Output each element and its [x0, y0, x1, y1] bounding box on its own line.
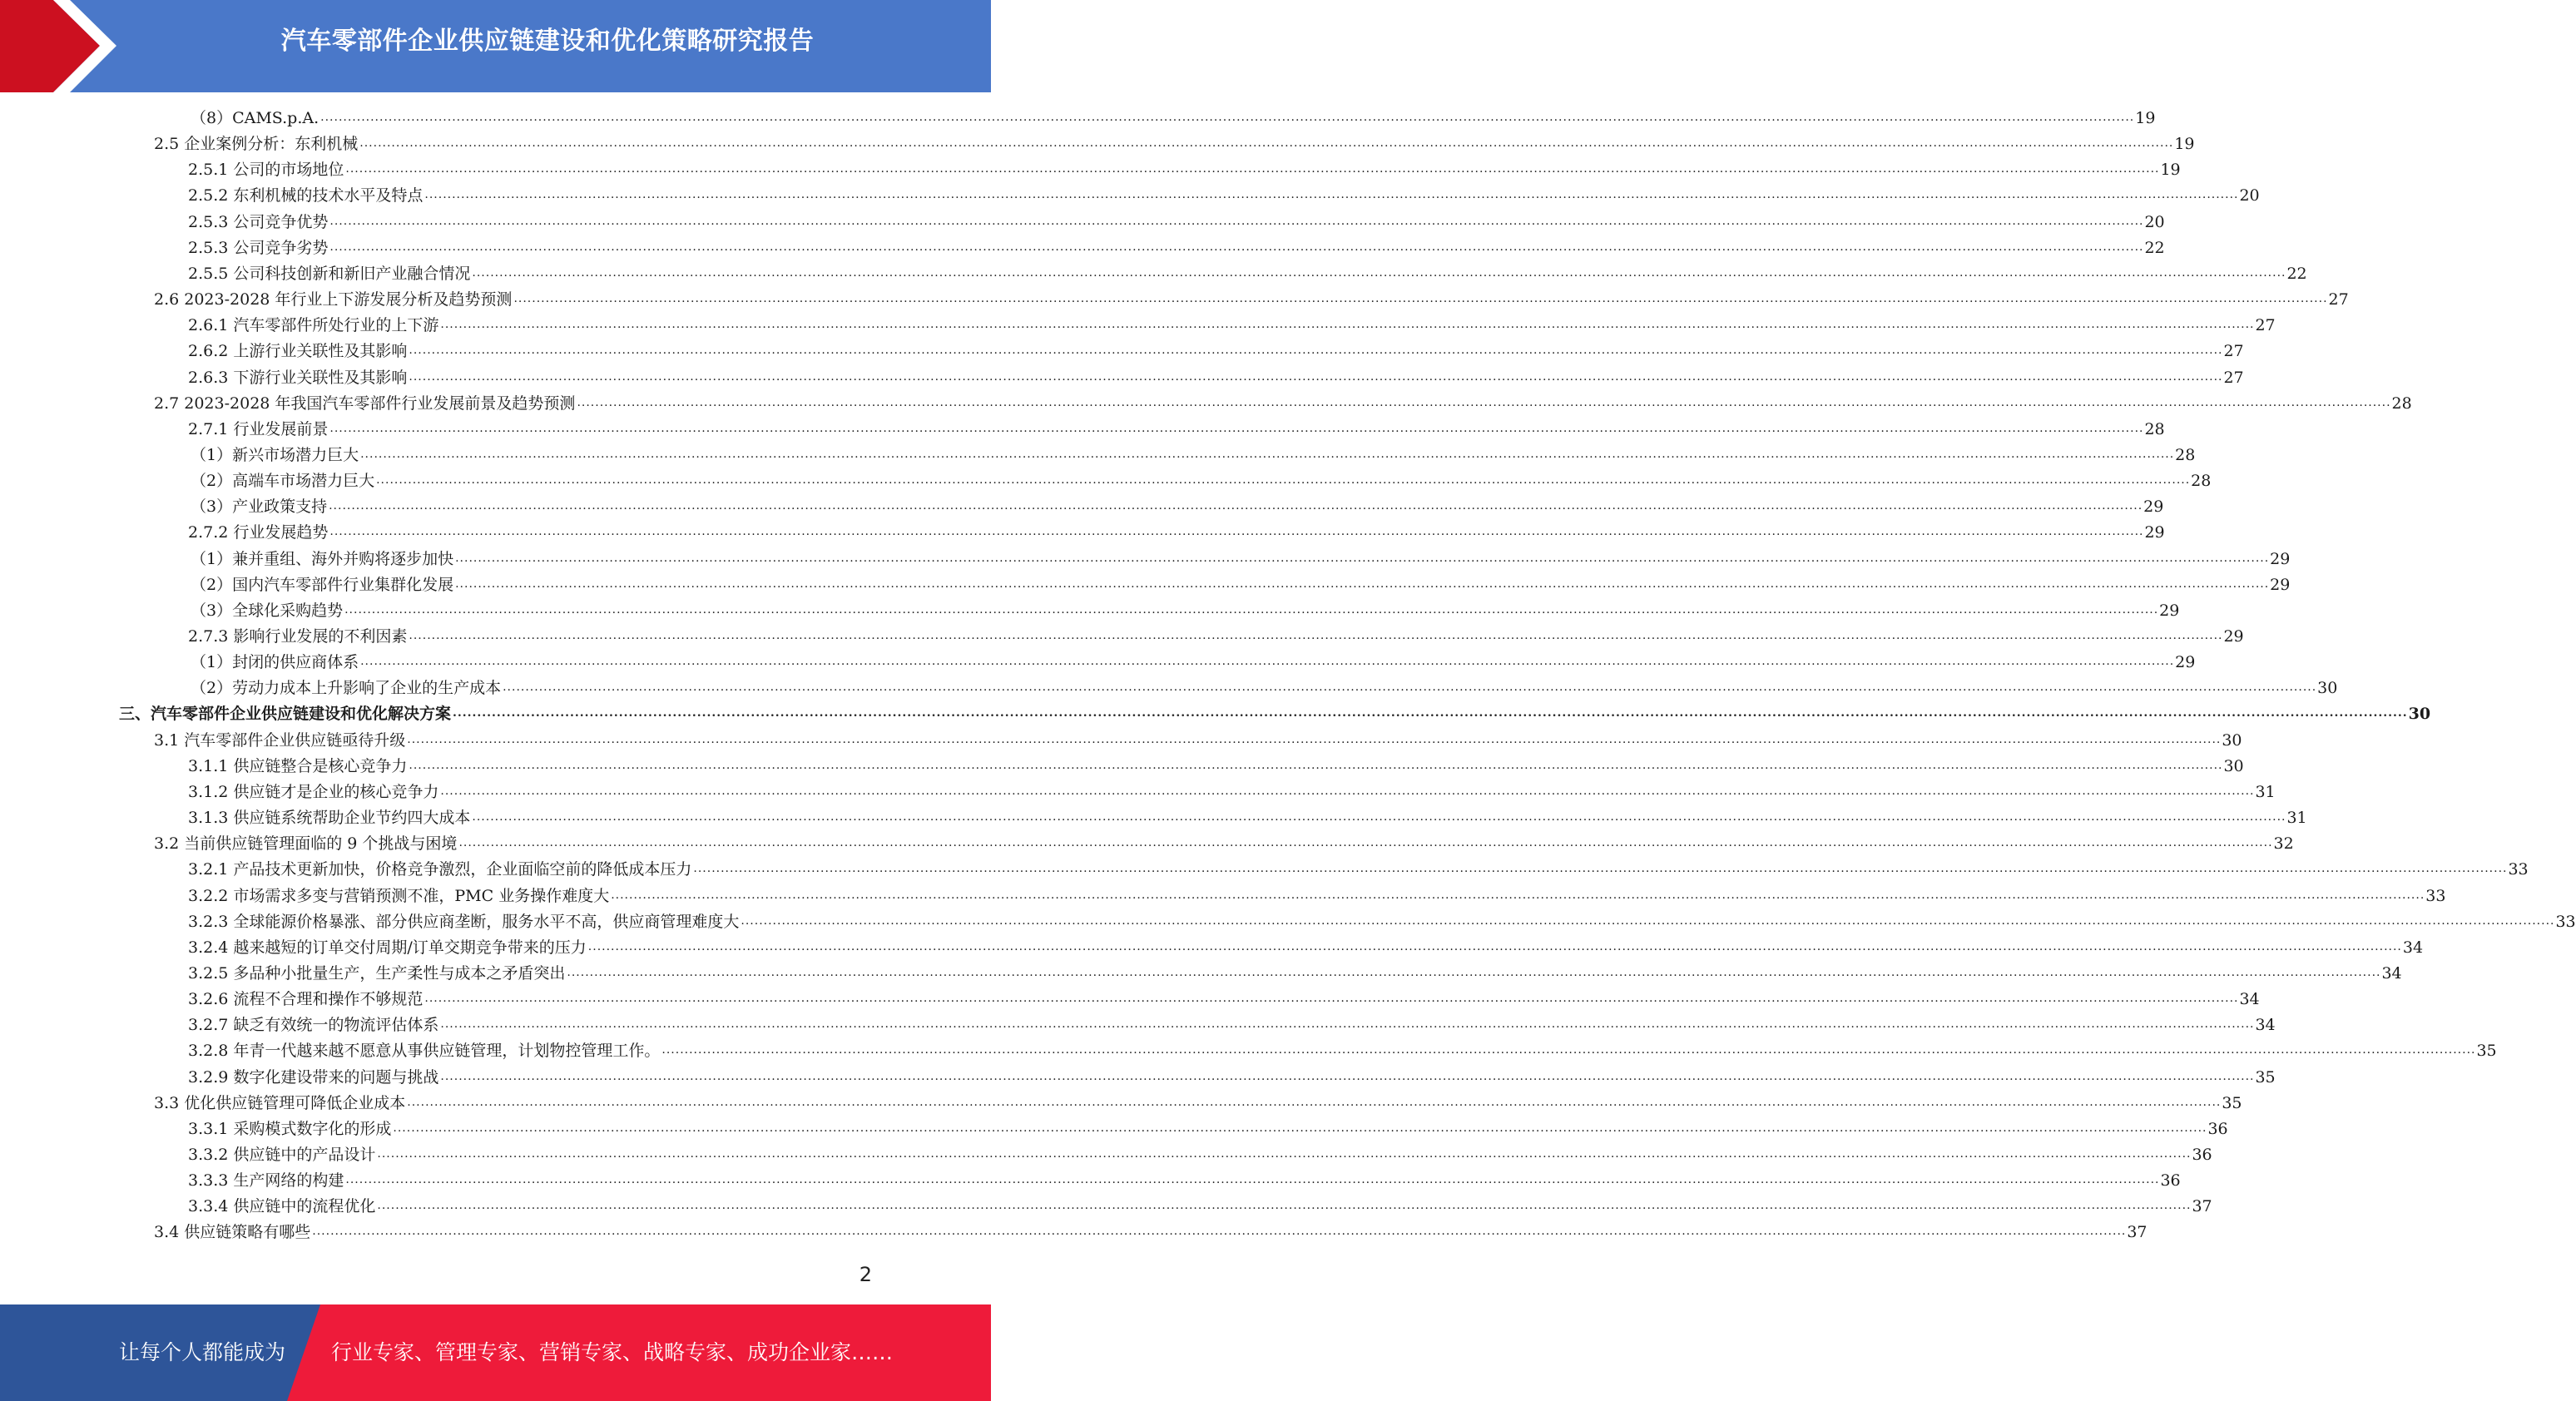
- toc-entry-page: 37: [2192, 1197, 2212, 1216]
- toc-entry[interactable]: [188, 417, 2165, 443]
- toc-leader-dots: ................................................................................................................................................................................................................................................................................................................................................................................................................: [377, 1199, 2192, 1213]
- toc-entry-page: 34: [2381, 963, 2402, 983]
- toc-entry[interactable]: [188, 157, 2181, 183]
- toc-entry-page: 20: [2239, 186, 2260, 205]
- toc-entry-page: 27: [2328, 290, 2349, 309]
- toc-entry-title: 3.1.1 供应链整合是核心竞争力: [188, 756, 408, 775]
- toc-entry[interactable]: [154, 391, 2412, 417]
- toc-leader-dots: ................................................................................................................................................................................................................................................................................................................................................................................................................: [329, 421, 2144, 435]
- toc-entry[interactable]: [191, 676, 2338, 701]
- toc-entry-title: 3.2 当前供应链管理面临的 9 个挑战与困境: [154, 834, 458, 854]
- toc-leader-dots: ................................................................................................................................................................................................................................................................................................................................................................................................................: [360, 447, 2175, 461]
- toc-entry[interactable]: [188, 1038, 2497, 1064]
- toc-entry-page: 22: [2144, 238, 2165, 257]
- toc-entry-page: 27: [2223, 342, 2244, 361]
- toc-leader-dots: ................................................................................................................................................................................................................................................................................................................................................................................................................: [407, 732, 2222, 746]
- toc-entry-page: 29: [2223, 627, 2244, 646]
- toc-entry-page: 30: [2317, 679, 2338, 698]
- toc-entry-title: 3.3.3 生产网络的构建: [188, 1171, 344, 1191]
- toc-entry[interactable]: [188, 780, 2276, 805]
- toc-entry[interactable]: [154, 728, 2242, 754]
- toc-leader-dots: ................................................................................................................................................................................................................................................................................................................................................................................................................: [329, 525, 2144, 539]
- toc-entry-title: 3.2.2 市场需求多变与营销预测不准，PMC 业务操作难度大: [188, 886, 610, 905]
- toc-entry[interactable]: [188, 624, 2244, 650]
- toc-entry-title: 3.2.3 全球能源价格暴涨、部分供应商垄断，服务水平不高，供应商管理难度大: [188, 912, 740, 931]
- toc-leader-dots: ................................................................................................................................................................................................................................................................................................................................................................................................................: [440, 1017, 2255, 1032]
- toc-entry[interactable]: [188, 365, 2244, 391]
- toc-entry[interactable]: [188, 339, 2244, 364]
- toc-leader-dots: ................................................................................................................................................................................................................................................................................................................................................................................................................: [440, 1069, 2255, 1083]
- toc-entry-title: 3.2.5 多品种小批量生产，生产柔性与成本之矛盾突出: [188, 963, 566, 983]
- toc-leader-dots: ................................................................................................................................................................................................................................................................................................................................................................................................................: [393, 1121, 2207, 1135]
- toc-entry-page: 34: [2255, 1016, 2276, 1035]
- toc-entry-title: （2）劳动力成本上升影响了企业的生产成本: [191, 679, 502, 698]
- toc-entry-title: （3）产业政策支持: [191, 498, 328, 517]
- toc-entry[interactable]: [191, 572, 2291, 598]
- toc-entry-title: 2.7.1 行业发展前景: [188, 419, 329, 438]
- toc-leader-dots: ................................................................................................................................................................................................................................................................................................................................................................................................................: [329, 499, 2143, 513]
- toc-entry-page: 33: [2555, 912, 2576, 931]
- toc-leader-dots: ................................................................................................................................................................................................................................................................................................................................................................................................................: [472, 265, 2286, 280]
- toc-entry-page: 35: [2222, 1093, 2242, 1112]
- toc-entry-page: 27: [2255, 316, 2276, 335]
- toc-leader-dots: ................................................................................................................................................................................................................................................................................................................................................................................................................: [409, 344, 2223, 358]
- toc-entry-title: 2.7.3 影响行业发展的不利因素: [188, 627, 408, 646]
- toc-entry-title: 3.1 汽车零部件企业供应链亟待升级: [154, 730, 406, 750]
- toc-entry-page: 35: [2476, 1042, 2497, 1061]
- toc-entry[interactable]: [188, 961, 2402, 987]
- toc-entry-title: 2.5.2 东利机械的技术水平及特点: [188, 186, 424, 205]
- toc-entry[interactable]: [191, 106, 2156, 131]
- toc-entry[interactable]: [188, 235, 2165, 261]
- toc-entry-page: 30: [2223, 756, 2244, 775]
- page-number: 2: [859, 1263, 872, 1286]
- toc-entry-title: 3.4 供应链策略有哪些: [154, 1223, 311, 1242]
- toc-leader-dots: ................................................................................................................................................................................................................................................................................................................................................................................................................: [359, 136, 2174, 151]
- toc-entry-page: 29: [2175, 653, 2196, 672]
- toc-leader-dots: ................................................................................................................................................................................................................................................................................................................................................................................................................: [424, 188, 2239, 202]
- toc-entry-page: 33: [2508, 860, 2529, 879]
- toc-entry[interactable]: [188, 754, 2244, 780]
- toc-entry-title: 三、汽车零部件企业供应链建设和优化解决方案: [119, 705, 452, 724]
- toc-leader-dots: ................................................................................................................................................................................................................................................................................................................................................................................................................: [455, 577, 2270, 591]
- toc-entry[interactable]: [188, 987, 2260, 1012]
- toc-entry-title: （8）CAMS.p.A.: [191, 109, 320, 127]
- toc-leader-dots: ................................................................................................................................................................................................................................................................................................................................................................................................................: [360, 655, 2175, 669]
- toc-entry[interactable]: [188, 1116, 2228, 1142]
- toc-entry[interactable]: [154, 131, 2195, 157]
- toc-entry-page: 36: [2160, 1171, 2181, 1191]
- toc-entry-page: 34: [2402, 938, 2424, 957]
- toc-entry-title: 3.2.9 数字化建设带来的问题与挑战: [188, 1067, 439, 1087]
- toc-leader-dots: ................................................................................................................................................................................................................................................................................................................................................................................................................: [503, 681, 2317, 695]
- toc-entry-title: 2.5.5 公司科技创新和新旧产业融合情况: [188, 264, 471, 283]
- page-footer: [0, 1304, 991, 1401]
- toc-leader-dots: ................................................................................................................................................................................................................................................................................................................................................................................................................: [611, 888, 2425, 902]
- toc-leader-dots: ................................................................................................................................................................................................................................................................................................................................................................................................................: [424, 992, 2239, 1006]
- toc-leader-dots: ................................................................................................................................................................................................................................................................................................................................................................................................................: [376, 473, 2191, 488]
- toc-entry-page: 19: [2174, 135, 2195, 154]
- toc-entry-title: 3.1.2 供应链才是企业的核心竞争力: [188, 782, 439, 801]
- toc-entry-title: 3.2.8 年青一代越来越不愿意从事供应链管理，计划物控管理工作。: [188, 1042, 661, 1061]
- toc-entry-title: （1）封闭的供应商体系: [191, 653, 359, 672]
- toc-entry-title: 2.5 企业案例分析：东利机械: [154, 135, 359, 154]
- toc-leader-dots: ................................................................................................................................................................................................................................................................................................................................................................................................................: [345, 1173, 2160, 1187]
- toc-entry-title: 3.1.3 供应链系统帮助企业节约四大成本: [188, 809, 471, 828]
- toc-leader-dots: ................................................................................................................................................................................................................................................................................................................................................................................................................: [377, 1147, 2192, 1161]
- header-arrow-decoration: [0, 0, 125, 92]
- toc-leader-dots: ................................................................................................................................................................................................................................................................................................................................................................................................................: [587, 939, 2402, 953]
- toc-entry-page: 32: [2273, 834, 2294, 854]
- toc-entry[interactable]: [191, 598, 2180, 624]
- toc-entry[interactable]: [188, 1142, 2212, 1168]
- toc-entry-page: 19: [2135, 109, 2156, 127]
- toc-entry-page: 19: [2160, 161, 2181, 180]
- toc-leader-dots: ................................................................................................................................................................................................................................................................................................................................................................................................................: [345, 162, 2160, 176]
- toc-entry-title: 3.2.1 产品技术更新加快，价格竞争激烈，企业面临空前的降低成本压力: [188, 860, 692, 879]
- toc-entry-title: 2.5.3 公司竞争优势: [188, 212, 329, 231]
- toc-entry-page: 29: [2143, 498, 2164, 517]
- toc-entry[interactable]: [188, 210, 2165, 235]
- toc-entry-page: 28: [2175, 445, 2196, 464]
- toc-leader-dots: ................................................................................................................................................................................................................................................................................................................................................................................................................: [440, 784, 2255, 798]
- toc-entry[interactable]: [154, 1091, 2242, 1116]
- toc-entry-page: 28: [2144, 419, 2165, 438]
- toc-entry-title: 2.6.3 下游行业关联性及其影响: [188, 368, 408, 387]
- toc-entry-title: （2）国内汽车零部件行业集群化发展: [191, 575, 454, 594]
- toc-leader-dots: ................................................................................................................................................................................................................................................................................................................................................................................................................: [409, 758, 2223, 772]
- toc-entry-page: 20: [2144, 212, 2165, 231]
- toc-entry[interactable]: [191, 443, 2196, 468]
- toc-entry[interactable]: [188, 183, 2260, 209]
- toc-entry-title: 3.3.1 采购模式数字化的形成: [188, 1119, 392, 1138]
- toc-entry[interactable]: [188, 857, 2529, 883]
- toc-entry-page: 36: [2207, 1119, 2228, 1138]
- toc-entry-title: （2）高端车市场潜力巨大: [191, 472, 375, 491]
- toc-entry[interactable]: [188, 1168, 2181, 1194]
- toc-entry[interactable]: [191, 494, 2164, 520]
- toc-leader-dots: ................................................................................................................................................................................................................................................................................................................................................................................................................: [577, 395, 2391, 409]
- toc-leader-dots: ................................................................................................................................................................................................................................................................................................................................................................................................................: [513, 292, 2328, 306]
- toc-entry[interactable]: [188, 1065, 2276, 1091]
- toc-entry[interactable]: [119, 701, 2431, 727]
- toc-entry[interactable]: [188, 520, 2165, 546]
- toc-leader-dots: ................................................................................................................................................................................................................................................................................................................................................................................................................: [344, 602, 2159, 616]
- toc-entry-title: 3.3.2 供应链中的产品设计: [188, 1146, 376, 1164]
- toc-entry[interactable]: [154, 831, 2294, 857]
- toc-leader-dots: ................................................................................................................................................................................................................................................................................................................................................................................................................: [407, 1095, 2222, 1109]
- toc-entry-page: 29: [2270, 575, 2291, 594]
- toc-entry-title: 2.7.2 行业发展趋势: [188, 523, 329, 542]
- toc-leader-dots: ................................................................................................................................................................................................................................................................................................................................................................................................................: [741, 913, 2555, 928]
- toc-entry[interactable]: [188, 909, 2576, 935]
- toc-entry-page: 30: [2222, 730, 2242, 750]
- toc-entry-title: 3.2.4 越来越短的订单交付周期/订单交期竞争带来的压力: [188, 938, 587, 957]
- toc-entry-page: 34: [2239, 990, 2260, 1009]
- toc-entry-page: 29: [2159, 601, 2180, 620]
- toc-entry-page: 22: [2286, 264, 2307, 283]
- toc-entry[interactable]: [154, 287, 2349, 313]
- toc-entry-title: 2.5.3 公司竞争劣势: [188, 238, 329, 257]
- toc-entry-page: 28: [2191, 472, 2212, 491]
- toc-entry-page: 29: [2144, 523, 2165, 542]
- document-title: 汽车零部件企业供应链建设和优化策略研究报告: [280, 27, 815, 56]
- toc-entry[interactable]: [188, 884, 2446, 909]
- toc-entry-title: 2.6.1 汽车零部件所处行业的上下游: [188, 316, 439, 335]
- toc-leader-dots: ................................................................................................................................................................................................................................................................................................................................................................................................................: [440, 318, 2255, 332]
- toc-entry[interactable]: [188, 261, 2307, 287]
- toc-leader-dots: ................................................................................................................................................................................................................................................................................................................................................................................................................: [472, 810, 2286, 824]
- toc-entry[interactable]: [191, 468, 2212, 494]
- toc-entry-page: 36: [2192, 1146, 2212, 1164]
- toc-entry-title: 3.2.7 缺乏有效统一的物流评估体系: [188, 1016, 439, 1035]
- toc-entry-page: 27: [2223, 368, 2244, 387]
- footer-slogan-left: 让每个人都能成为: [119, 1340, 286, 1364]
- toc-leader-dots: ................................................................................................................................................................................................................................................................................................................................................................................................................: [661, 1043, 2476, 1057]
- toc-entry-page: 31: [2255, 782, 2276, 801]
- toc-leader-dots: ................................................................................................................................................................................................................................................................................................................................................................................................................: [329, 214, 2144, 228]
- toc-entry-title: 2.7 2023-2028 年我国汽车零部件行业发展前景及趋势预测: [154, 394, 576, 413]
- toc-entry-title: 3.3.4 供应链中的流程优化: [188, 1197, 376, 1216]
- toc-entry[interactable]: [188, 313, 2276, 339]
- toc-entry-page: 31: [2286, 809, 2307, 828]
- toc-entry-title: 2.6 2023-2028 年行业上下游发展分析及趋势预测: [154, 290, 513, 309]
- page-header: [0, 0, 991, 92]
- toc-entry-title: （1）新兴市场潜力巨大: [191, 445, 359, 464]
- toc-entry-page: 37: [2127, 1223, 2147, 1242]
- toc-entry[interactable]: [154, 1220, 2147, 1245]
- toc-entry[interactable]: [188, 1194, 2212, 1220]
- toc-entry-title: 2.6.2 上游行业关联性及其影响: [188, 342, 408, 361]
- toc-entry-title: （1）兼并重组、海外并购将逐步加快: [191, 549, 454, 568]
- toc-entry-page: 35: [2255, 1067, 2276, 1087]
- toc-entry[interactable]: [191, 650, 2196, 676]
- toc-entry[interactable]: [191, 547, 2291, 572]
- footer-slogan-right: 行业专家、管理专家、营销专家、战略专家、成功企业家……: [331, 1340, 894, 1364]
- toc-leader-dots: ................................................................................................................................................................................................................................................................................................................................................................................................................: [409, 629, 2223, 642]
- toc-entry-page: 29: [2270, 549, 2291, 568]
- toc-entry-title: 2.5.1 公司的市场地位: [188, 161, 344, 180]
- toc-entry-page: 30: [2408, 705, 2431, 724]
- toc-entry[interactable]: [188, 805, 2307, 831]
- toc-leader-dots: ................................................................................................................................................................................................................................................................................................................................................................................................................: [453, 706, 2408, 720]
- toc-entry-page: 33: [2425, 886, 2446, 905]
- toc-leader-dots: ................................................................................................................................................................................................................................................................................................................................................................................................................: [458, 836, 2273, 850]
- toc-leader-dots: ................................................................................................................................................................................................................................................................................................................................................................................................................: [693, 862, 2508, 876]
- toc-leader-dots: ................................................................................................................................................................................................................................................................................................................................................................................................................: [312, 1225, 2127, 1239]
- toc-entry-title: 3.3 优化供应链管理可降低企业成本: [154, 1093, 406, 1112]
- toc-entry-title: （3）全球化采购趋势: [191, 601, 344, 620]
- toc-leader-dots: ................................................................................................................................................................................................................................................................................................................................................................................................................: [409, 369, 2223, 384]
- toc-leader-dots: ................................................................................................................................................................................................................................................................................................................................................................................................................: [567, 965, 2381, 979]
- toc-entry-page: 28: [2391, 394, 2412, 413]
- toc-entry-title: 3.2.6 流程不合理和操作不够规范: [188, 990, 424, 1009]
- toc-entry[interactable]: [188, 1012, 2276, 1038]
- toc-leader-dots: ................................................................................................................................................................................................................................................................................................................................................................................................................: [329, 240, 2144, 254]
- toc-leader-dots: ................................................................................................................................................................................................................................................................................................................................................................................................................: [455, 551, 2270, 565]
- toc-leader-dots: ................................................................................................................................................................................................................................................................................................................................................................................................................: [320, 111, 2135, 124]
- toc-entry[interactable]: [188, 935, 2424, 961]
